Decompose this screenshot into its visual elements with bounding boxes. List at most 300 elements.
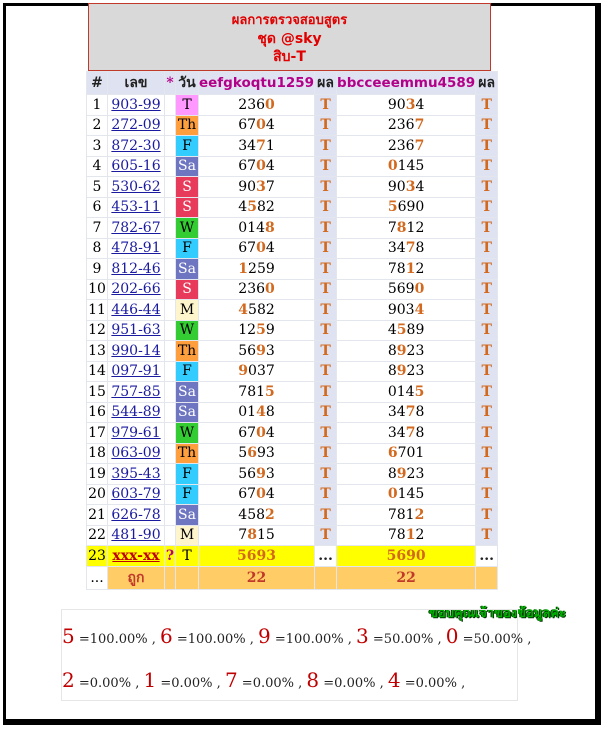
result-b: T bbox=[476, 177, 498, 198]
lottery-number-link[interactable]: 782-67 bbox=[111, 219, 161, 236]
digit-hit: 5 bbox=[414, 383, 425, 400]
digit-hit: 5 bbox=[256, 322, 266, 339]
result-a: T bbox=[315, 320, 337, 341]
next-lottery-link[interactable]: xxx-xx bbox=[112, 547, 160, 564]
star-cell bbox=[165, 177, 176, 198]
digit-hit: 2 bbox=[265, 506, 275, 523]
digits-plain: 90 bbox=[387, 178, 406, 195]
digit-hit: 4 bbox=[256, 404, 266, 421]
formula-a-value bbox=[199, 177, 315, 198]
row-number: 5 bbox=[87, 177, 108, 198]
result-b: T bbox=[476, 423, 498, 444]
digit-hit: 7 bbox=[405, 240, 416, 257]
table-row bbox=[87, 136, 498, 157]
table-row bbox=[87, 505, 498, 526]
digits-plain: 1 bbox=[265, 137, 275, 154]
digit-hit: 5 bbox=[265, 383, 275, 400]
row-number: 9 bbox=[87, 259, 108, 280]
row-number: 19 bbox=[87, 464, 108, 485]
digits-plain: 236 bbox=[238, 96, 266, 113]
summary-empty bbox=[315, 566, 337, 589]
day-badge: F bbox=[176, 136, 199, 157]
day-badge: F bbox=[176, 464, 199, 485]
star-cell bbox=[165, 443, 176, 464]
lottery-number-link[interactable]: 097-91 bbox=[111, 363, 161, 380]
stats-row-2 bbox=[62, 668, 465, 692]
formula-a-value bbox=[199, 341, 315, 362]
formula-b-value bbox=[337, 505, 476, 526]
digits-plain: 67 bbox=[238, 424, 257, 441]
table-row bbox=[87, 238, 498, 259]
digits-plain: 2 bbox=[415, 527, 425, 544]
result-b: T bbox=[476, 279, 498, 300]
formula-b-value bbox=[337, 156, 476, 177]
row-number: 2 bbox=[87, 115, 108, 136]
table-row bbox=[87, 279, 498, 300]
table-row bbox=[87, 95, 498, 116]
star-cell bbox=[165, 382, 176, 403]
col-result-b-header: ผล bbox=[476, 72, 498, 95]
day-badge: Sa bbox=[176, 259, 199, 280]
digits-plain: 014 bbox=[387, 383, 415, 400]
digits-plain: 3 bbox=[265, 465, 275, 482]
formula-a-value bbox=[199, 525, 315, 546]
lottery-number-cell bbox=[108, 505, 165, 526]
digits-plain: 236 bbox=[387, 117, 415, 134]
table-row bbox=[87, 484, 498, 505]
result-b: T bbox=[476, 156, 498, 177]
star-cell bbox=[165, 361, 176, 382]
lottery-number-link[interactable]: 530-62 bbox=[111, 178, 161, 195]
result-b: T bbox=[476, 525, 498, 546]
digits-plain: 23 bbox=[406, 363, 425, 380]
lottery-number-link[interactable]: 903-99 bbox=[111, 96, 161, 113]
digit-hit: 9 bbox=[238, 363, 249, 380]
digits-plain: 34 bbox=[387, 424, 406, 441]
formula-b-value bbox=[337, 197, 476, 218]
digits-plain: 67 bbox=[238, 158, 257, 175]
day-badge: S bbox=[176, 177, 199, 198]
digit-hit: 0 bbox=[256, 486, 266, 503]
title-line-1: ผลการตรวจสอบสูตร bbox=[231, 13, 348, 28]
day-badge: T bbox=[176, 546, 199, 567]
formula-b-value bbox=[337, 320, 476, 341]
table-row bbox=[87, 177, 498, 198]
lottery-number-link[interactable]: 757-85 bbox=[111, 383, 161, 400]
col-day-header: วัน bbox=[176, 72, 199, 95]
star-cell bbox=[165, 238, 176, 259]
lottery-number-cell bbox=[108, 177, 165, 198]
lottery-number-cell bbox=[108, 525, 165, 546]
digit-hit: 1 bbox=[238, 260, 249, 277]
day-badge: Sa bbox=[176, 402, 199, 423]
lottery-number-link[interactable]: 603-79 bbox=[111, 486, 161, 503]
stat-digit: 6 bbox=[160, 624, 173, 648]
lottery-number-cell bbox=[108, 156, 165, 177]
digit-hit: 7 bbox=[405, 404, 416, 421]
digits-plain: 458 bbox=[238, 506, 266, 523]
digits-plain: 82 bbox=[256, 199, 275, 216]
table-row bbox=[87, 525, 498, 546]
title-line-2: ชุด @sky bbox=[257, 31, 322, 47]
table-row bbox=[87, 218, 498, 239]
star-cell bbox=[165, 464, 176, 485]
digit-hit: 3 bbox=[256, 178, 266, 195]
result-a: T bbox=[315, 382, 337, 403]
prediction-a: 5693 bbox=[199, 546, 315, 567]
result-b: T bbox=[476, 341, 498, 362]
lottery-number-link[interactable]: 544-89 bbox=[111, 404, 161, 421]
formula-a-value bbox=[199, 320, 315, 341]
row-number: 3 bbox=[87, 136, 108, 157]
digit-hit: 1 bbox=[405, 260, 416, 277]
summary-empty bbox=[176, 566, 199, 589]
digit-hit: 6 bbox=[387, 445, 398, 462]
day-badge: Sa bbox=[176, 505, 199, 526]
col-star-header: * bbox=[165, 72, 176, 95]
digit-hit: 0 bbox=[414, 281, 425, 298]
digits-plain: 014 bbox=[238, 219, 266, 236]
formula-b-value bbox=[337, 382, 476, 403]
lottery-number-cell bbox=[108, 443, 165, 464]
formula-b-value bbox=[337, 177, 476, 198]
prediction-b: 5690 bbox=[337, 546, 476, 567]
digits-plain: 145 bbox=[397, 486, 425, 503]
digit-hit: 6 bbox=[247, 445, 257, 462]
row-number: 10 bbox=[87, 279, 108, 300]
row-number: 21 bbox=[87, 505, 108, 526]
digits-plain: 037 bbox=[248, 363, 275, 380]
digit-hit: 0 bbox=[256, 424, 266, 441]
digits-plain: 34 bbox=[387, 240, 406, 257]
lottery-number-link[interactable]: 272-09 bbox=[111, 117, 161, 134]
digits-plain: 01 bbox=[238, 404, 257, 421]
row-number: 18 bbox=[87, 443, 108, 464]
lottery-number-link[interactable]: 990-14 bbox=[111, 342, 161, 359]
table-row bbox=[87, 320, 498, 341]
result-a: T bbox=[315, 115, 337, 136]
formula-a-value bbox=[199, 136, 315, 157]
lottery-number-cell bbox=[108, 300, 165, 321]
lottery-number-link[interactable]: 812-46 bbox=[111, 260, 161, 277]
formula-a-value bbox=[199, 95, 315, 116]
day-badge: Sa bbox=[176, 156, 199, 177]
summary-empty bbox=[476, 566, 498, 589]
result-a: T bbox=[315, 300, 337, 321]
formula-b-value bbox=[337, 525, 476, 546]
result-a: T bbox=[315, 156, 337, 177]
digits-plain: 4 bbox=[265, 158, 275, 175]
day-badge: F bbox=[176, 361, 199, 382]
digit-hit: 9 bbox=[256, 342, 266, 359]
digits-plain: 4 bbox=[238, 199, 248, 216]
result-table bbox=[86, 71, 498, 590]
result-b: T bbox=[476, 484, 498, 505]
result-a: T bbox=[315, 238, 337, 259]
digits-plain: 7 bbox=[265, 178, 275, 195]
result-b: T bbox=[476, 443, 498, 464]
digits-plain: 67 bbox=[238, 486, 257, 503]
digit-hit: 0 bbox=[265, 281, 275, 298]
table-row bbox=[87, 197, 498, 218]
digits-plain: 236 bbox=[387, 137, 415, 154]
count-b: 22 bbox=[337, 566, 476, 589]
row-number: 11 bbox=[87, 300, 108, 321]
star-cell bbox=[165, 505, 176, 526]
result-a-pending: ... bbox=[315, 546, 337, 567]
digit-hit: 4 bbox=[414, 301, 425, 318]
digit-hit: 0 bbox=[265, 96, 275, 113]
day-badge: Th bbox=[176, 443, 199, 464]
digits-plain: 690 bbox=[397, 199, 425, 216]
table-row bbox=[87, 341, 498, 362]
digits-plain: 34 bbox=[238, 137, 257, 154]
lottery-number-link[interactable]: 063-09 bbox=[111, 445, 161, 462]
lottery-number-link[interactable]: 481-90 bbox=[111, 527, 161, 544]
lottery-number-cell bbox=[108, 197, 165, 218]
digits-plain: 781 bbox=[387, 506, 415, 523]
digits-plain: 8 bbox=[415, 240, 425, 257]
lottery-number-link[interactable]: 453-11 bbox=[111, 199, 161, 216]
digit-hit: 5 bbox=[387, 199, 398, 216]
digits-plain: 7 bbox=[238, 527, 248, 544]
star-cell bbox=[165, 320, 176, 341]
day-badge: S bbox=[176, 279, 199, 300]
result-b: T bbox=[476, 361, 498, 382]
formula-b-value bbox=[337, 341, 476, 362]
star-cell bbox=[165, 115, 176, 136]
result-a: T bbox=[315, 197, 337, 218]
formula-a-value bbox=[199, 484, 315, 505]
day-badge: T bbox=[176, 95, 199, 116]
digits-plain: 56 bbox=[238, 465, 257, 482]
row-number: 6 bbox=[87, 197, 108, 218]
table-row bbox=[87, 300, 498, 321]
formula-b-value bbox=[337, 136, 476, 157]
result-b: T bbox=[476, 382, 498, 403]
digits-plain: 78 bbox=[387, 527, 406, 544]
stat-percent: =0.00% , bbox=[74, 676, 140, 691]
digit-hit: 8 bbox=[247, 527, 257, 544]
digit-hit: 3 bbox=[405, 96, 416, 113]
digits-plain: 90 bbox=[387, 96, 406, 113]
digits-plain: 89 bbox=[406, 322, 425, 339]
lottery-number-link[interactable]: 395-43 bbox=[111, 465, 161, 482]
result-a: T bbox=[315, 218, 337, 239]
lottery-number-link[interactable]: 605-16 bbox=[111, 158, 161, 175]
table-header-row bbox=[87, 72, 498, 95]
digit-hit: 8 bbox=[396, 219, 407, 236]
star-cell bbox=[165, 259, 176, 280]
star-cell bbox=[165, 279, 176, 300]
result-a: T bbox=[315, 484, 337, 505]
result-b-pending: ... bbox=[476, 546, 498, 567]
stat-percent: =0.00% , bbox=[319, 676, 384, 691]
lottery-number-cell bbox=[108, 95, 165, 116]
star-cell bbox=[165, 95, 176, 116]
formula-b-value bbox=[337, 279, 476, 300]
formula-b-value bbox=[337, 443, 476, 464]
day-badge: F bbox=[176, 238, 199, 259]
digits-plain: 8 bbox=[415, 404, 425, 421]
result-a: T bbox=[315, 341, 337, 362]
summary-row bbox=[87, 566, 498, 589]
stat-digit: 1 bbox=[143, 668, 157, 692]
formula-a-value bbox=[199, 300, 315, 321]
digits-plain: 701 bbox=[397, 445, 425, 462]
formula-a-value bbox=[199, 423, 315, 444]
formula-b-value bbox=[337, 361, 476, 382]
digits-plain: 4 bbox=[415, 178, 425, 195]
formula-a-value bbox=[199, 197, 315, 218]
digit-hit: 3 bbox=[405, 178, 416, 195]
table-row bbox=[87, 443, 498, 464]
stat-percent: =0.00% , bbox=[400, 676, 466, 691]
digits-plain: 4 bbox=[265, 117, 275, 134]
result-a: T bbox=[315, 443, 337, 464]
digit-hit: 0 bbox=[256, 240, 266, 257]
stat-digit: 9 bbox=[258, 624, 271, 648]
star-cell: ? bbox=[165, 546, 176, 567]
lottery-number-cell bbox=[108, 546, 165, 567]
result-a: T bbox=[315, 279, 337, 300]
star-cell bbox=[165, 197, 176, 218]
count-a: 22 bbox=[199, 566, 315, 589]
day-badge: W bbox=[176, 423, 199, 444]
digits-plain: 12 bbox=[406, 219, 425, 236]
star-cell bbox=[165, 218, 176, 239]
formula-a-value bbox=[199, 156, 315, 177]
day-badge: F bbox=[176, 484, 199, 505]
result-a: T bbox=[315, 423, 337, 444]
col-formula-a-header: eefgkoqtu1259 bbox=[199, 72, 315, 95]
stat-percent: =0.00% , bbox=[156, 676, 221, 691]
title-line-3: สิบ-T bbox=[273, 49, 306, 65]
result-a: T bbox=[315, 505, 337, 526]
lottery-number-cell bbox=[108, 402, 165, 423]
formula-b-value bbox=[337, 95, 476, 116]
lottery-number-cell bbox=[108, 341, 165, 362]
result-b: T bbox=[476, 136, 498, 157]
digit-hit: 8 bbox=[265, 219, 275, 236]
formula-b-value bbox=[337, 402, 476, 423]
formula-a-value bbox=[199, 505, 315, 526]
day-badge: M bbox=[176, 300, 199, 321]
formula-a-value bbox=[199, 402, 315, 423]
lottery-number-cell bbox=[108, 464, 165, 485]
lottery-number-cell bbox=[108, 136, 165, 157]
star-cell bbox=[165, 300, 176, 321]
stat-percent: =50.00% , bbox=[458, 632, 532, 647]
digits-plain: 67 bbox=[238, 117, 257, 134]
digits-plain: 4 bbox=[265, 486, 275, 503]
row-number: 7 bbox=[87, 218, 108, 239]
formula-b-value bbox=[337, 423, 476, 444]
result-b: T bbox=[476, 95, 498, 116]
lottery-number-cell bbox=[108, 320, 165, 341]
digits-plain: 5 bbox=[238, 445, 248, 462]
row-number: 20 bbox=[87, 484, 108, 505]
col-result-a-header: ผล bbox=[315, 72, 337, 95]
star-cell bbox=[165, 156, 176, 177]
formula-a-value bbox=[199, 382, 315, 403]
lottery-number-link[interactable]: 951-63 bbox=[111, 322, 161, 339]
result-b: T bbox=[476, 320, 498, 341]
digits-plain: 903 bbox=[387, 301, 415, 318]
lottery-number-cell bbox=[108, 259, 165, 280]
lottery-number-cell bbox=[108, 115, 165, 136]
digit-hit: 9 bbox=[396, 342, 407, 359]
formula-b-value bbox=[337, 115, 476, 136]
table-row bbox=[87, 402, 498, 423]
digits-plain: 90 bbox=[238, 178, 257, 195]
row-number: 4 bbox=[87, 156, 108, 177]
formula-a-value bbox=[199, 238, 315, 259]
result-b: T bbox=[476, 197, 498, 218]
table-row bbox=[87, 361, 498, 382]
stat-digit: 7 bbox=[224, 668, 238, 692]
result-a: T bbox=[315, 259, 337, 280]
digits-plain: 236 bbox=[238, 281, 266, 298]
digits-plain: 8 bbox=[387, 465, 397, 482]
formula-b-value bbox=[337, 259, 476, 280]
digits-plain: 4 bbox=[265, 240, 275, 257]
digits-plain: 259 bbox=[248, 260, 275, 277]
summary-label: ถูก bbox=[108, 566, 165, 589]
lottery-number-cell bbox=[108, 218, 165, 239]
row-number: 17 bbox=[87, 423, 108, 444]
digit-hit: 5 bbox=[247, 199, 257, 216]
digits-plain: 12 bbox=[238, 322, 257, 339]
stats-row-1 bbox=[62, 624, 531, 648]
stat-digit: 8 bbox=[306, 668, 320, 692]
day-badge: W bbox=[176, 320, 199, 341]
digit-hit: 0 bbox=[256, 158, 266, 175]
digit-hit: 7 bbox=[256, 137, 266, 154]
formula-a-value bbox=[199, 115, 315, 136]
lottery-number-cell bbox=[108, 382, 165, 403]
row-number: 14 bbox=[87, 361, 108, 382]
digits-plain: 23 bbox=[406, 342, 425, 359]
result-a: T bbox=[315, 464, 337, 485]
digits-plain: 15 bbox=[256, 527, 275, 544]
lottery-number-link[interactable]: 478-91 bbox=[111, 240, 161, 257]
digits-plain: 9 bbox=[265, 322, 275, 339]
star-cell bbox=[165, 341, 176, 362]
digit-hit: 5 bbox=[396, 322, 407, 339]
lottery-number-link[interactable]: 446-44 bbox=[111, 301, 161, 318]
lottery-number-link[interactable]: 872-30 bbox=[111, 137, 161, 154]
digits-plain: 78 bbox=[387, 260, 406, 277]
digits-plain: 582 bbox=[248, 301, 275, 318]
result-b: T bbox=[476, 218, 498, 239]
digit-hit: 0 bbox=[387, 486, 398, 503]
row-number: 12 bbox=[87, 320, 108, 341]
star-cell bbox=[165, 484, 176, 505]
lottery-number-link[interactable]: 202-66 bbox=[111, 281, 161, 298]
lottery-number-link[interactable]: 626-78 bbox=[111, 506, 161, 523]
lottery-number-cell bbox=[108, 484, 165, 505]
digits-plain: 8 bbox=[265, 404, 275, 421]
digits-plain: 56 bbox=[238, 342, 257, 359]
summary-empty bbox=[165, 566, 176, 589]
result-b: T bbox=[476, 505, 498, 526]
day-badge: M bbox=[176, 525, 199, 546]
digits-plain: 4 bbox=[415, 96, 425, 113]
formula-a-value bbox=[199, 259, 315, 280]
lottery-number-link[interactable]: 979-61 bbox=[111, 424, 161, 441]
digits-plain: 2 bbox=[415, 260, 425, 277]
